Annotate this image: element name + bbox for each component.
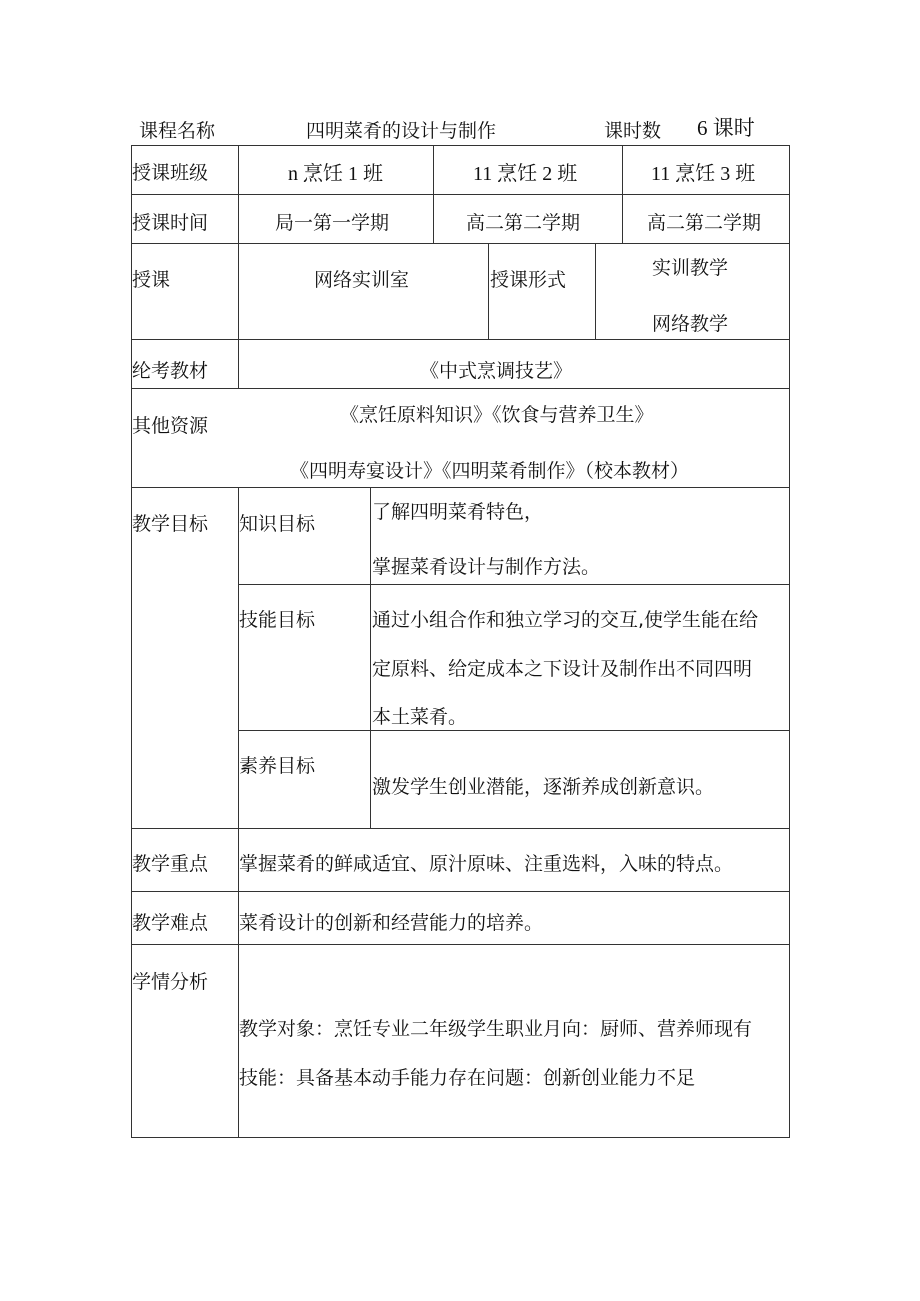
- class-2: 11 烹饪 2 班: [473, 163, 578, 185]
- form-label: 授课形式: [490, 269, 567, 291]
- resources-line-2: 《四明寿宴设计》《四明菜肴制作》（校本教材）: [290, 460, 690, 482]
- time-label: 授课时间: [132, 212, 209, 234]
- analysis-line-1: 教学对象：烹饪专业二年级学生职业月向：厨师、营养师现有: [239, 1018, 753, 1040]
- class-3: 11 烹饪 3 班: [651, 163, 756, 185]
- resources-label: 其他资源: [132, 415, 209, 437]
- time-3: 高二第二学期: [647, 212, 762, 234]
- course-name: 四明菜肴的设计与制作: [306, 120, 497, 142]
- skill-line-1: 通过小组合作和独立学习的交互,使学生能在给: [372, 609, 759, 631]
- place-value: 网络实训室: [314, 269, 410, 291]
- analysis-line-2: 技能：具备基本动手能力存在问题：创新创业能力不足: [239, 1067, 696, 1089]
- difficulties-value: 菜肴设计的创新和经营能力的培养。: [239, 912, 544, 934]
- skill-line-2: 定原料、给定成本之下设计及制作出不同四明: [372, 658, 753, 680]
- class-1: n 烹饪 1 班: [288, 163, 383, 185]
- course-name-label: 课程名称: [139, 120, 216, 142]
- classes-label: 授课班级: [132, 162, 209, 184]
- literacy-label: 素养目标: [239, 755, 316, 777]
- analysis-label: 学情分析: [132, 971, 209, 993]
- literacy-line-1: 激发学生创业潜能，逐渐养成创新意识。: [372, 776, 715, 798]
- knowledge-line-1: 了解四明菜肴特色，: [372, 501, 544, 523]
- textbook-value: 《中式烹调技艺》: [420, 360, 573, 382]
- hours-label: 课时数: [604, 120, 662, 142]
- form-2: 网络教学: [652, 313, 729, 335]
- place-label: 授课: [132, 269, 171, 291]
- hours-value: 6 课时: [697, 116, 755, 140]
- skill-label: 技能目标: [239, 609, 316, 631]
- key-points-label: 教学重点: [132, 853, 209, 875]
- knowledge-line-2: 掌握菜肴设计与制作方法。: [372, 556, 601, 578]
- difficulties-label: 教学难点: [132, 912, 209, 934]
- objectives-label: 教学目标: [132, 513, 209, 535]
- textbook-label: 纶考教材: [132, 360, 209, 382]
- resources-line-1: 《烹饪原料知识》《饮食与营养卫生》: [340, 404, 654, 426]
- knowledge-label: 知识目标: [239, 513, 316, 535]
- key-points-value: 掌握菜肴的鲜咸适宜、原汁原味、注重选料，入味的特点。: [239, 853, 734, 875]
- skill-line-3: 本土菜肴。: [372, 706, 468, 728]
- form-1: 实训教学: [652, 257, 729, 279]
- time-2: 高二第二学期: [466, 212, 581, 234]
- time-1: 局一第一学期: [275, 212, 390, 234]
